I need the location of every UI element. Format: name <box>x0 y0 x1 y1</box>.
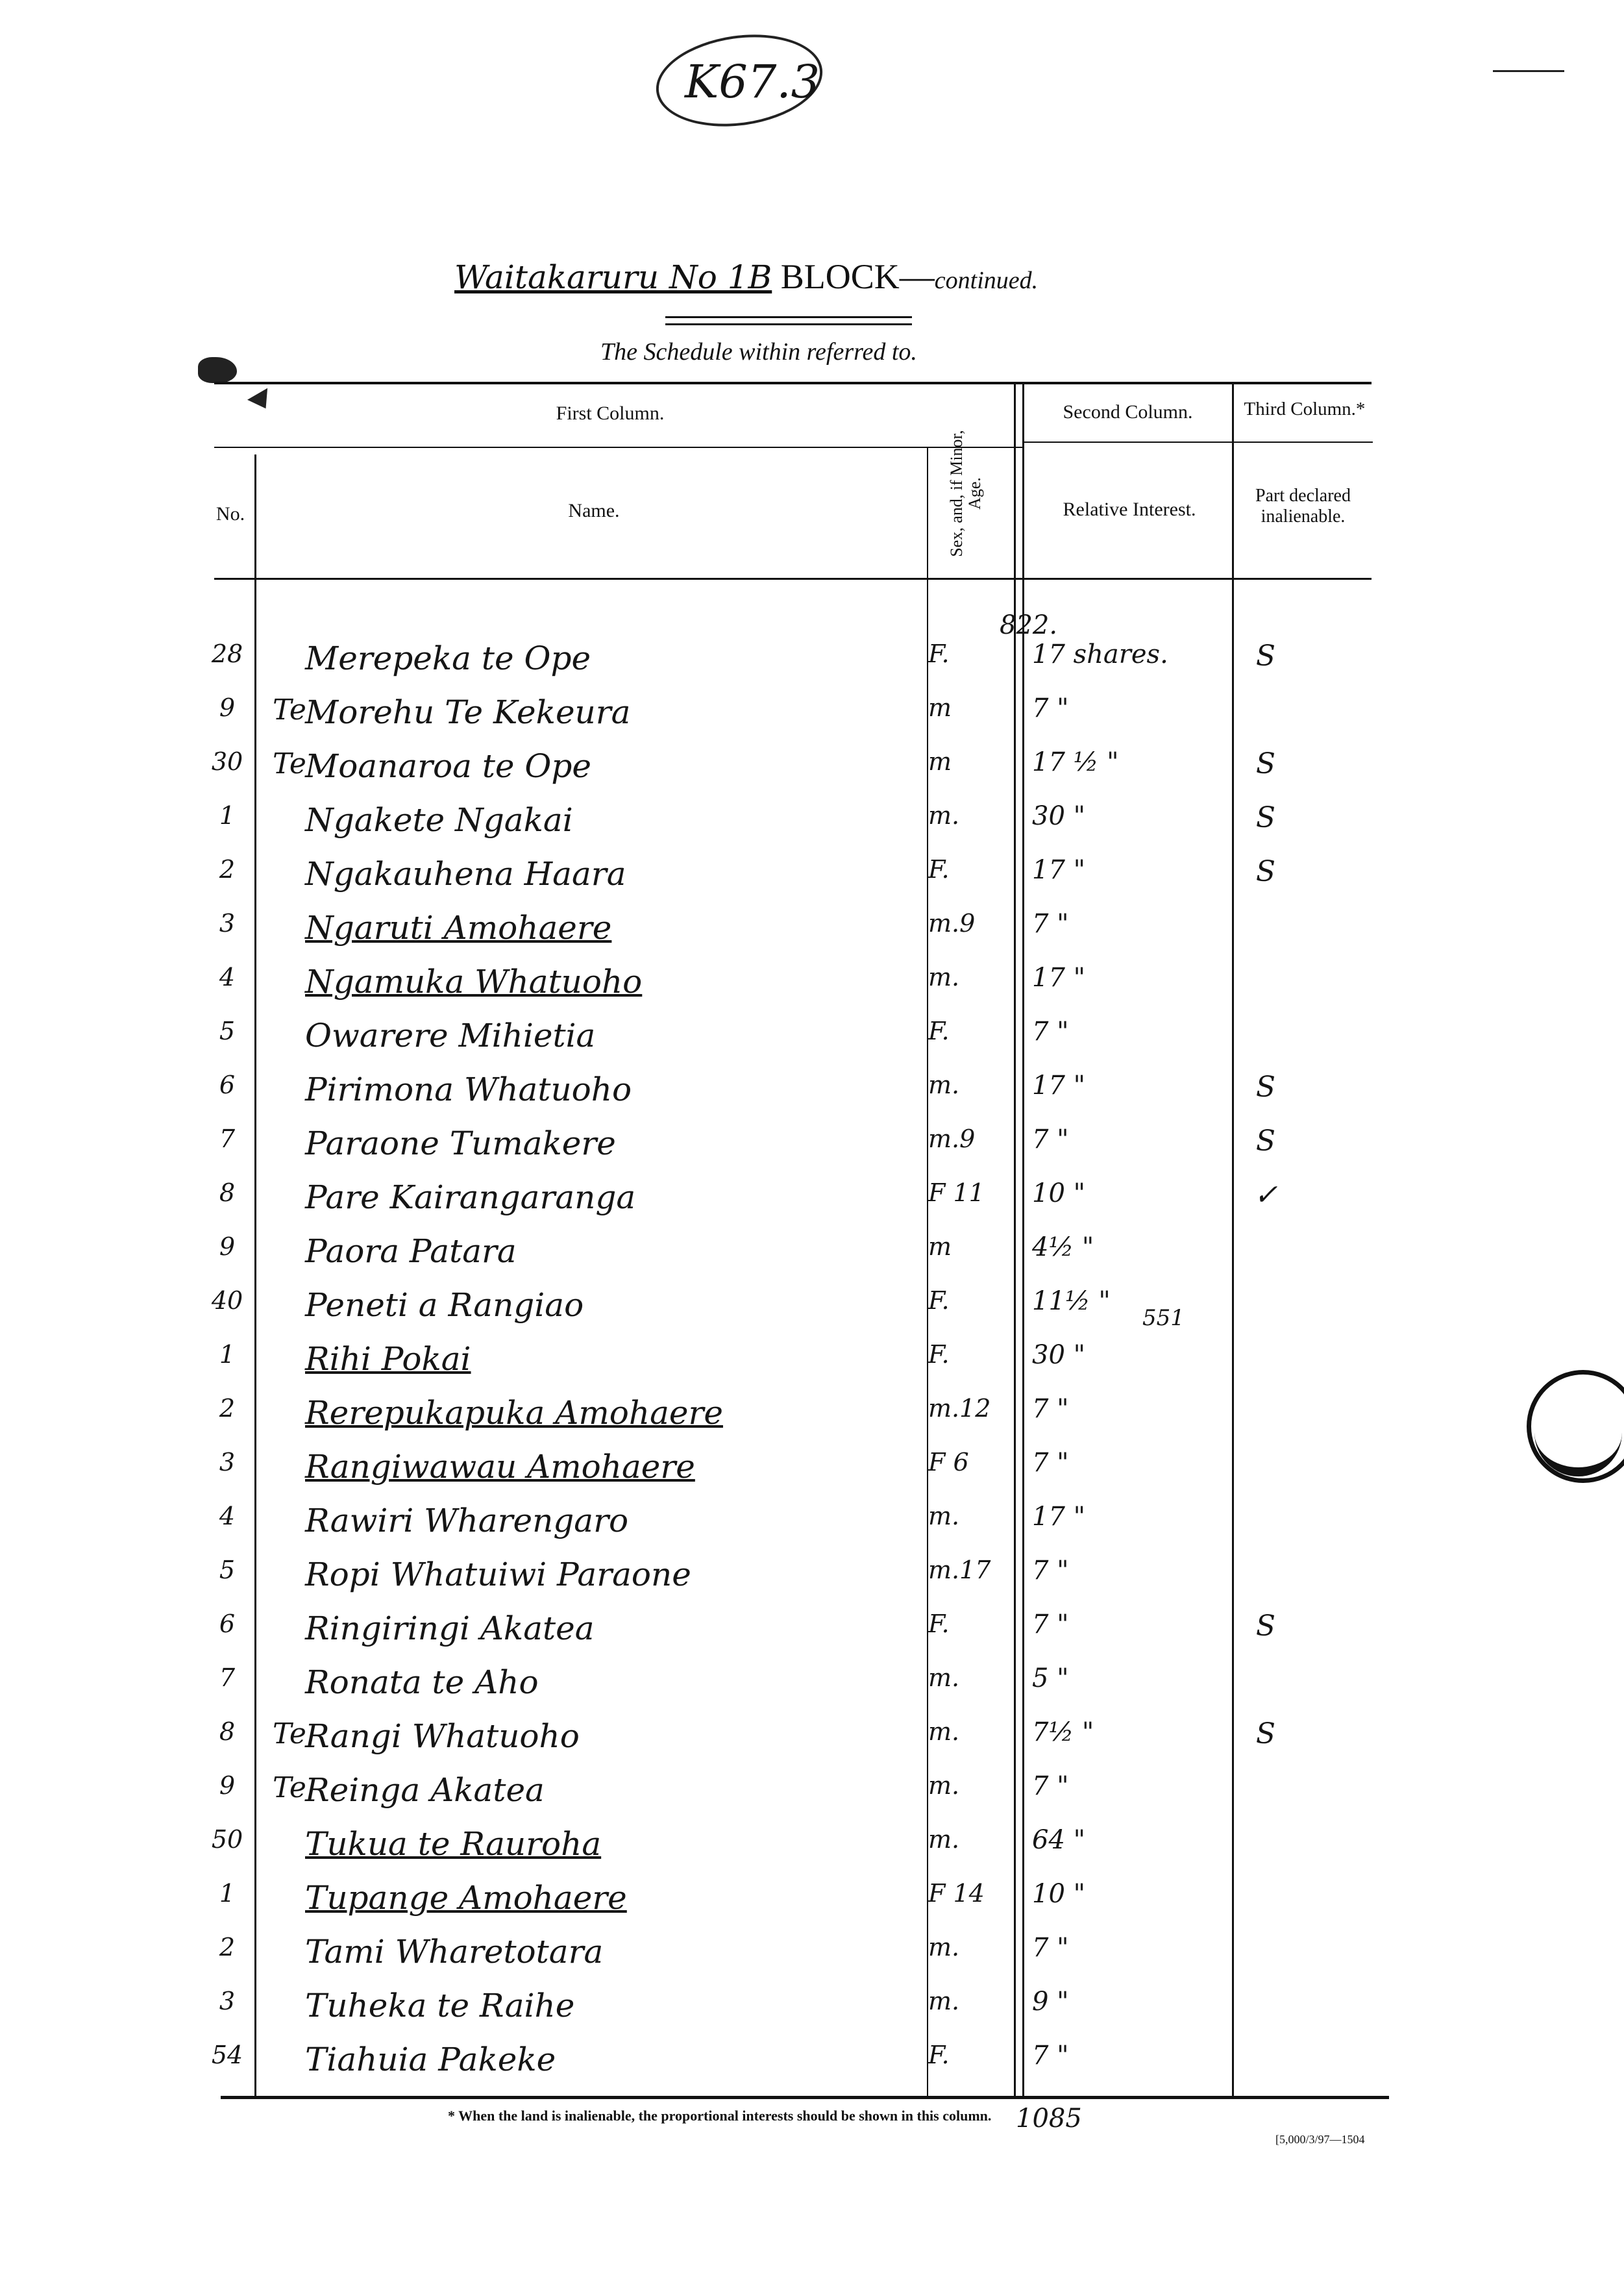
row-relative-interest: 7 " <box>1032 1556 1069 1586</box>
corner-dash <box>1493 70 1564 72</box>
row-name: Paraone Tumakere <box>305 1125 616 1162</box>
row-number: 6 <box>219 1071 236 1099</box>
third-column-header: Third Column.* <box>1244 399 1366 419</box>
row-number: 4 <box>219 1502 236 1530</box>
col-divider-3 <box>1232 383 1234 2097</box>
row-name: Pirimona Whatuoho <box>305 1071 632 1108</box>
footnote: * When the land is inalienable, the proportional interests should be shown in this column. <box>448 2108 992 2124</box>
row-sex-age: m.17 <box>928 1556 991 1584</box>
row-relative-interest: 9 " <box>1032 1987 1069 2017</box>
row-number: 7 <box>219 1125 236 1153</box>
row-name: Rangi Whatuoho <box>305 1717 580 1755</box>
table-bottom-rule <box>221 2096 1389 2099</box>
name-header: Name. <box>568 500 620 521</box>
row-relative-interest: 17 " <box>1032 963 1086 993</box>
row-name: Rerepukapuka Amohaere <box>305 1394 723 1432</box>
name-prefix: Te <box>273 1771 306 1804</box>
no-col-divider <box>254 454 256 2096</box>
row-relative-interest: 7 " <box>1032 2041 1069 2071</box>
name-prefix: Te <box>273 747 306 780</box>
side-mark: 551 <box>1142 1305 1185 1331</box>
row-part-declared: S <box>1255 1125 1276 1158</box>
row-part-declared: S <box>1255 855 1276 888</box>
part-declared-header: Part declared inalienable. <box>1255 486 1351 527</box>
row-name: Tuheka te Raihe <box>305 1987 575 2024</box>
row-sex-age: F. <box>928 855 950 884</box>
row-sex-age: F 14 <box>928 1879 985 1908</box>
row-sex-age: m.9 <box>928 909 976 938</box>
name-prefix: Te <box>273 1717 306 1750</box>
row-name: Ngaruti Amohaere <box>305 909 612 947</box>
row-relative-interest: 7 " <box>1032 1448 1069 1478</box>
row-name: Tami Wharetotara <box>305 1933 604 1971</box>
row-relative-interest: 7 " <box>1032 1017 1069 1047</box>
row-sex-age: m. <box>928 1663 960 1692</box>
row-relative-interest: 7 " <box>1032 1610 1069 1639</box>
row-relative-interest: 17 ½ " <box>1032 747 1119 777</box>
row-number: 8 <box>219 1717 236 1746</box>
row-name: Tupange Amohaere <box>305 1879 627 1917</box>
row-number: 7 <box>219 1663 236 1692</box>
row-number: 6 <box>219 1610 236 1638</box>
row-sex-age: F. <box>928 2041 950 2069</box>
row-relative-interest: 7½ " <box>1032 1717 1094 1747</box>
row-relative-interest: 5 " <box>1032 1663 1069 1693</box>
row-relative-interest: 7 " <box>1032 693 1069 723</box>
row-part-declared: S <box>1255 801 1276 834</box>
row-relative-interest: 7 " <box>1032 1394 1069 1424</box>
row-name: Tiahuia Pakeke <box>305 2041 556 2078</box>
first-col-rule <box>214 447 1022 448</box>
running-total-top: 822. <box>1000 610 1058 640</box>
row-number: 1 <box>219 801 236 830</box>
row-sex-age: F. <box>928 1340 950 1369</box>
printer-mark: [5,000/3/97—1504 <box>1275 2133 1365 2146</box>
block-name: Waitakaruru No 1B <box>454 258 772 296</box>
row-name: Ngakete Ngakai <box>305 801 573 839</box>
row-number: 28 <box>211 640 243 668</box>
row-part-declared: S <box>1255 1717 1276 1750</box>
ink-blot <box>198 357 237 383</box>
row-number: 2 <box>219 1394 236 1423</box>
row-number: 9 <box>219 1771 236 1800</box>
row-part-declared: S <box>1255 640 1276 673</box>
row-name: Paora Patara <box>305 1232 517 1270</box>
ink-mark <box>247 388 276 415</box>
row-number: 2 <box>219 1933 236 1961</box>
row-part-declared: S <box>1255 747 1276 780</box>
row-sex-age: m <box>928 1232 952 1261</box>
row-name: Ngamuka Whatuoho <box>305 963 643 1001</box>
row-relative-interest: 11½ " <box>1032 1286 1111 1316</box>
row-number: 50 <box>211 1825 243 1854</box>
continued-label: continued. <box>934 267 1039 294</box>
row-sex-age: m. <box>928 1502 960 1530</box>
row-sex-age: m. <box>928 1717 960 1746</box>
row-name: Morehu Te Kekeura <box>305 693 631 731</box>
second-col-rule <box>1022 442 1373 443</box>
block-word: BLOCK <box>780 257 900 296</box>
row-name: Ropi Whatuiwi Paraone <box>305 1556 691 1593</box>
row-name: Rawiri Wharengaro <box>305 1502 629 1539</box>
row-number: 9 <box>219 693 236 722</box>
row-sex-age: F. <box>928 1286 950 1315</box>
row-relative-interest: 17 " <box>1032 1071 1086 1101</box>
no-header: No. <box>215 503 245 525</box>
block-title: Waitakaruru No 1B BLOCK—continued. <box>454 257 1039 296</box>
row-part-declared: S <box>1255 1610 1276 1643</box>
row-sex-age: F 6 <box>928 1448 969 1476</box>
row-name: Ronata te Aho <box>305 1663 539 1701</box>
row-sex-age: m <box>928 693 952 722</box>
row-number: 1 <box>219 1340 236 1369</box>
row-relative-interest: 17 shares. <box>1032 640 1168 669</box>
row-number: 5 <box>219 1017 236 1045</box>
row-number: 8 <box>219 1178 236 1207</box>
row-number: 9 <box>219 1232 236 1261</box>
row-sex-age: m. <box>928 801 960 830</box>
first-column-header: First Column. <box>556 403 665 424</box>
row-number: 3 <box>219 909 236 938</box>
header-bottom-rule <box>214 578 1372 580</box>
row-relative-interest: 30 " <box>1032 1340 1086 1370</box>
second-column-header: Second Column. <box>1063 401 1193 423</box>
row-sex-age: m. <box>928 1987 960 2015</box>
row-part-declared: S <box>1255 1071 1276 1104</box>
row-number: 54 <box>211 2041 243 2069</box>
row-relative-interest: 7 " <box>1032 1771 1069 1801</box>
row-sex-age: m. <box>928 1771 960 1800</box>
row-name: Moanaroa te Ope <box>305 747 591 785</box>
row-name: Merepeka te Ope <box>305 640 591 677</box>
schedule-caption: The Schedule within referred to. <box>600 338 917 366</box>
reference-stamp-text: K67.3 <box>685 55 820 108</box>
title-rule <box>665 316 912 325</box>
row-relative-interest: 30 " <box>1032 801 1086 831</box>
col-divider-1 <box>1014 383 1016 2097</box>
row-relative-interest: 7 " <box>1032 909 1069 939</box>
row-sex-age: m.12 <box>928 1394 991 1423</box>
row-sex-age: F. <box>928 1610 950 1638</box>
row-part-declared: ✓ <box>1253 1178 1278 1212</box>
row-name: Ngakauhena Haara <box>305 855 626 893</box>
row-number: 30 <box>211 747 243 776</box>
row-sex-age: m. <box>928 1825 960 1854</box>
row-number: 40 <box>211 1286 243 1315</box>
row-relative-interest: 10 " <box>1032 1178 1086 1208</box>
row-name: Peneti a Rangiao <box>305 1286 584 1324</box>
row-number: 4 <box>219 963 236 991</box>
row-number: 3 <box>219 1448 236 1476</box>
row-number: 5 <box>219 1556 236 1584</box>
row-sex-age: m. <box>928 1071 960 1099</box>
row-sex-age: m. <box>928 1933 960 1961</box>
row-sex-age: F. <box>928 1017 950 1045</box>
row-relative-interest: 17 " <box>1032 1502 1086 1532</box>
row-relative-interest: 4½ " <box>1032 1232 1094 1262</box>
row-relative-interest: 17 " <box>1032 855 1086 885</box>
row-name: Ringiringi Akatea <box>305 1610 595 1647</box>
row-relative-interest: 7 " <box>1032 1933 1069 1963</box>
row-sex-age: F 11 <box>928 1178 985 1207</box>
row-name: Owarere Mihietia <box>305 1017 596 1054</box>
row-number: 3 <box>219 1987 236 2015</box>
row-relative-interest: 10 " <box>1032 1879 1086 1909</box>
row-relative-interest: 64 " <box>1032 1825 1086 1855</box>
col-divider-2 <box>1022 383 1024 2097</box>
name-prefix: Te <box>273 693 306 727</box>
row-name: Reinga Akatea <box>305 1771 545 1809</box>
row-sex-age: F. <box>928 640 950 668</box>
row-name: Pare Kairangaranga <box>305 1178 636 1216</box>
row-name: Rangiwawau Amohaere <box>305 1448 695 1486</box>
sex-age-header: Sex, and, if Minor, Age. <box>947 430 984 557</box>
row-relative-interest: 7 " <box>1032 1125 1069 1154</box>
row-sex-age: m.9 <box>928 1125 976 1153</box>
running-total-bottom: 1085 <box>1016 2104 1082 2134</box>
row-name: Rihi Pokai <box>305 1340 471 1378</box>
row-number: 2 <box>219 855 236 884</box>
row-sex-age: m. <box>928 963 960 991</box>
row-sex-age: m <box>928 747 952 776</box>
row-number: 1 <box>219 1879 236 1908</box>
table-top-rule <box>214 382 1372 384</box>
row-name: Tukua te Rauroha <box>305 1825 602 1863</box>
relative-interest-header: Relative Interest. <box>1063 499 1196 520</box>
